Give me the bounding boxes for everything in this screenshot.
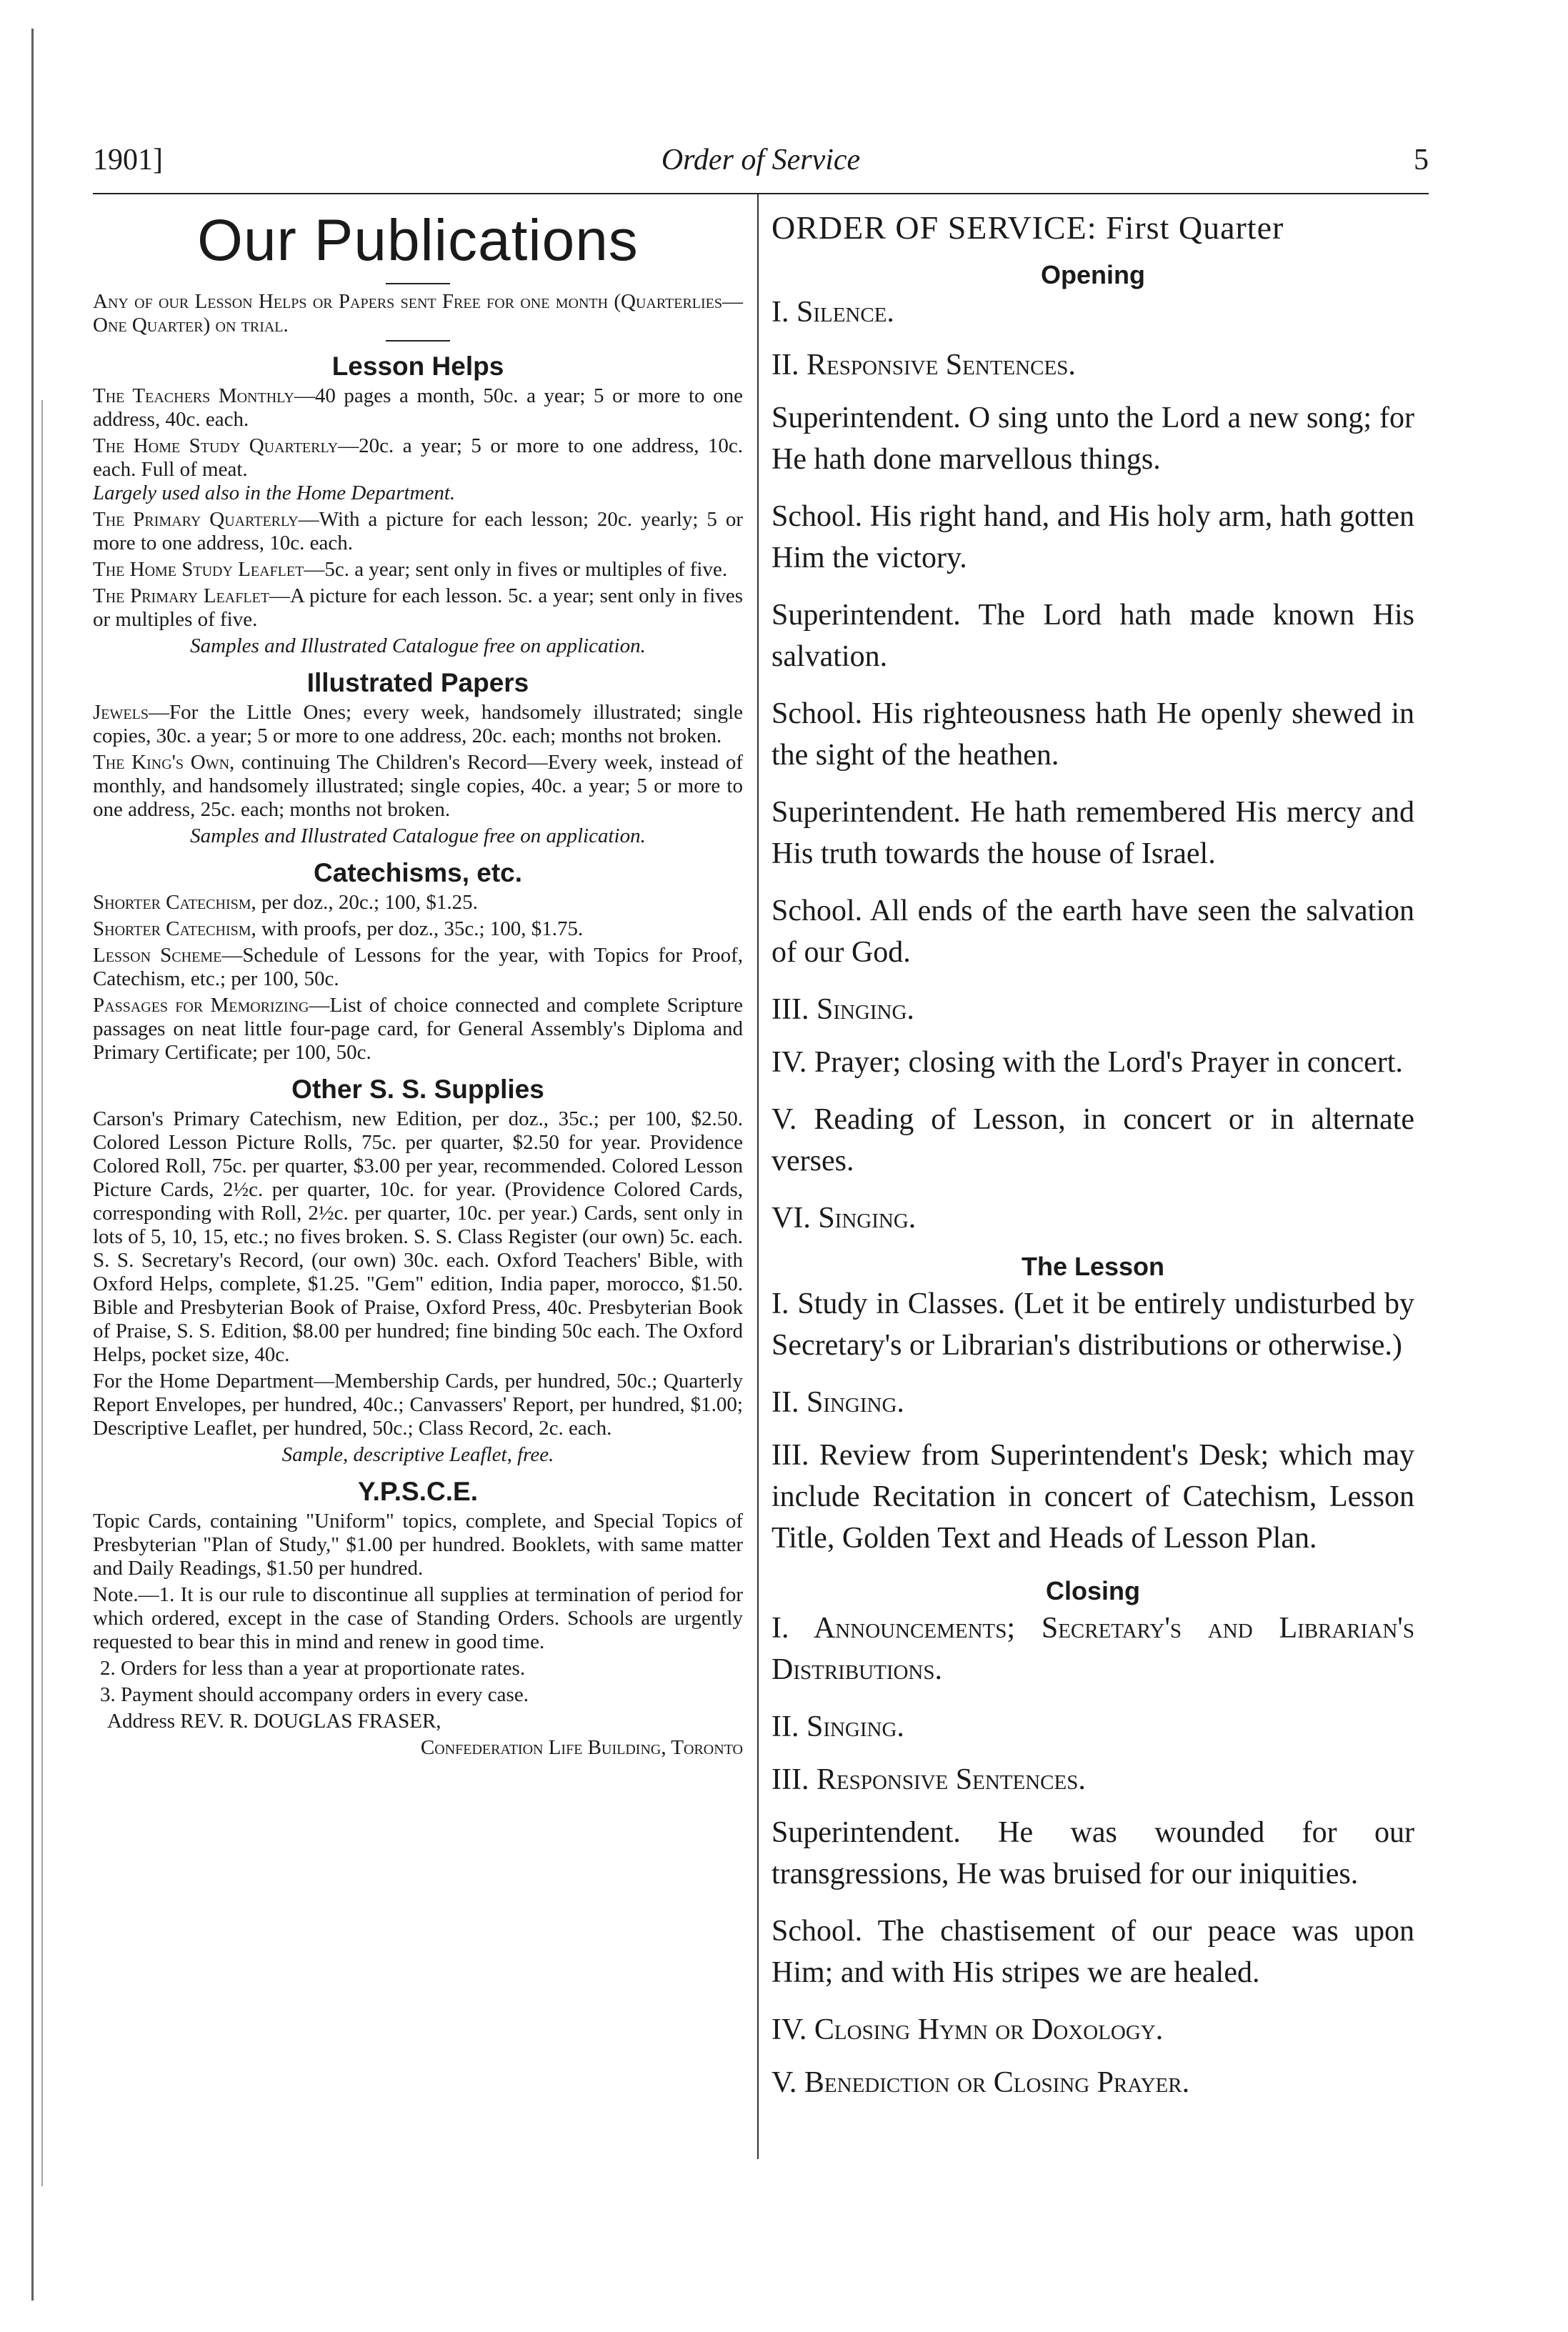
list-item <box>93 558 743 582</box>
paragraph: Carson's Primary Catechism, new Edition, per doz., 35c.; per 100, $2.50. Colored Lesson Picture Rolls, 75c. per quarter, $2.50 for year. Providence Colored Roll, 75c. per quarter, $3.00 per year, recommended. Colored Lesson Picture Cards, 2½c. per quarter, 10c. for year. (Providence Colored Cards, corresponding with Roll, 2½c. per quarter, 10c. per year.) Cards, sent only in lots of 5, 10, 15, etc.; no fives broken. S. S. Class Register (our own) 5c. each. S. S. Secretary's Record, (our own) 30c. each. Oxford Teachers' Bible, with Oxford Helps, complete, $1.25. "Gem" edition, India paper, morocco, $1.50. Bible and Presbyterian Book of Praise, Oxford Press, 40c. Presbyterian Book of Praise, S. S. Edition, $8.00 per hundred; fine binding 50c each. The Oxford Helps, pocket size, 40c. <box>93 1107 743 1366</box>
binding-edge-line <box>31 29 34 2301</box>
list-item <box>93 584 743 632</box>
illustrated-papers-list <box>93 701 743 822</box>
item-name: The Home Study Quarterly <box>93 434 339 457</box>
opening-line: Superintendent. The Lord hath made known His salvation. <box>771 599 1414 673</box>
item-name: Jewels <box>93 701 149 724</box>
closing-line: IV. Closing Hymn or Doxology. <box>771 2013 1164 2046</box>
closing-line: Superintendent. He was wounded for our transgressions, He was bruised for our iniquities. <box>771 1816 1414 1890</box>
catechisms-heading: Catechisms, etc. <box>313 858 523 887</box>
lesson-helps-note: Samples and Illustrated Catalogue free on application. <box>190 634 646 657</box>
list-item <box>93 751 743 822</box>
item-text: , continuing The Children's Record—Every week, instead of monthly, and handsomely illustrated; single copies, 40c. a year; 5 or more to one address, 25c. each; months not broken. <box>93 751 744 821</box>
lesson-heading: The Lesson <box>1021 1252 1165 1281</box>
lesson-helps-heading: Lesson Helps <box>331 352 504 381</box>
paragraph: Topic Cards, containing "Uniform" topics, complete, and Special Topics of Presbyterian "Plan of Study," $1.00 per hundred. Booklets, with same matter and Daily Readings, $1.50 per hundred. <box>93 1510 743 1580</box>
item-name: The Home Study Leaflet <box>93 558 304 581</box>
binding-edge-line-inner <box>41 400 43 2186</box>
list-item <box>93 434 743 482</box>
list-item <box>93 384 743 432</box>
list-item <box>93 482 743 505</box>
item-text: —For the Little Ones; every week, handsomely illustrated; single copies, 30c. a year; 5 or more to one address, 20c. each; months not broken. <box>93 701 743 747</box>
opening-line: III. Singing. <box>771 993 914 1026</box>
lesson-line: I. Study in Classes. (Let it be entirely undisturbed by Secretary's or Librarian's distributions or otherwise.) <box>771 1287 1414 1362</box>
item-text: —5c. a year; sent only in fives or multiples of five. <box>304 558 728 581</box>
paragraph: For the Home Department—Membership Cards, per hundred, 50c.; Quarterly Report Envelopes, per hundred, 40c.; Canvassers' Report, per hundred, $1.00; Descriptive Leaflet, per hundred, 50c.; Class Record, 2c. each. <box>93 1370 743 1440</box>
publications-intro: Any of our Lesson Helps or Papers sent Free for one month (Quarterlies—One Quarter) on trial. <box>93 290 743 337</box>
opening-line: VI. Singing. <box>771 1202 917 1235</box>
header-page-number: 5 <box>1414 144 1429 176</box>
list-item <box>93 891 743 915</box>
list-item <box>93 994 743 1065</box>
lesson-line: III. Review from Superintendent's Desk; which may include Recitation in concert of Catechism, Lesson Title, Golden Text and Heads of Lesson Plan. <box>771 1439 1414 1555</box>
closing-line: V. Benediction or Closing Prayer. <box>771 2066 1190 2099</box>
ypsce-heading: Y.P.S.C.E. <box>358 1477 478 1506</box>
opening-line: V. Reading of Lesson, in concert or in alternate verses. <box>771 1103 1414 1177</box>
other-supplies-heading: Other S. S. Supplies <box>291 1075 544 1104</box>
opening-line: II. Responsive Sentences. <box>771 349 1076 382</box>
closing-line: School. The chastisement of our peace was upon Him; and with His stripes we are healed. <box>771 1915 1414 1989</box>
title-rule <box>386 283 450 284</box>
item-text: —40 pages a month, 50c. a year; 5 or more to one address, 40c. each. <box>93 384 743 431</box>
paragraph: Note.—1. It is our rule to discontinue all supplies at termination of period for which ordered, except in the case of Standing Orders. Schools are urgently requested to bear this in mind and renew in good time. <box>93 1583 743 1653</box>
item-text: , with proofs, per doz., 35c.; 100, $1.75. <box>251 917 584 940</box>
closing-line: I. Announcements; Secretary's and Librarian's Distributions. <box>771 1612 1414 1686</box>
item-text: —20c. a year; 5 or more to one address, 10c. each. Full of meat. <box>93 434 743 481</box>
other-supplies-note: Sample, descriptive Leaflet, free. <box>281 1443 554 1466</box>
order-of-service-title: ORDER OF SERVICE: First Quarter <box>771 209 1284 246</box>
publications-title: Our Publications <box>197 208 639 273</box>
header-title: Order of Service <box>661 144 861 176</box>
list-item <box>93 508 743 555</box>
item-name: Lesson Scheme <box>93 944 222 967</box>
publications-column <box>93 200 743 1763</box>
illustrated-papers-note: Samples and Illustrated Catalogue free on application. <box>190 824 646 847</box>
order-of-service-column <box>771 207 1414 2115</box>
opening-line: Superintendent. O sing unto the Lord a new song; for He hath done marvellous things. <box>771 402 1414 476</box>
other-supplies-text <box>93 1107 743 1440</box>
item-name: The Teachers Monthly <box>93 384 294 407</box>
catechisms-list <box>93 891 743 1065</box>
item-text: —List of choice connected and complete Scripture passages on neat little four-page card, for General Assembly's Diploma and Primary Certificate; per 100, 50c. <box>93 994 743 1064</box>
closing-line: II. Singing. <box>771 1710 904 1743</box>
header-rule <box>93 193 1429 194</box>
column-divider <box>757 194 759 2159</box>
illustrated-papers-heading: Illustrated Papers <box>306 668 529 697</box>
item-name: Shorter Catechism <box>93 917 251 940</box>
item-text: —A picture for each lesson. 5c. a year; sent only in fives or multiples of five. <box>93 584 743 631</box>
opening-line: School. All ends of the earth have seen the salvation of our God. <box>771 895 1414 969</box>
address-line: Address REV. R. DOUGLAS FRASER, <box>107 1710 441 1733</box>
list-item <box>93 701 743 748</box>
paragraph: 2. Orders for less than a year at proportionate rates. <box>100 1657 526 1680</box>
item-text: —Schedule of Lessons for the year, with Topics for Proof, Catechism, etc.; per 100, 50c. <box>93 944 744 990</box>
address-line: Confederation Life Building, Toronto <box>420 1736 743 1759</box>
item-text: , per doz., 20c.; 100, $1.25. <box>251 891 478 914</box>
item-text: Largely used also in the Home Department. <box>93 482 456 504</box>
lesson-helps-list <box>93 384 743 632</box>
opening-heading: Opening <box>1041 260 1145 289</box>
intro-rule <box>386 340 450 342</box>
item-name: The Primary Quarterly <box>93 508 299 531</box>
opening-line: Superintendent. He hath remembered His mercy and His truth towards the house of Israel. <box>771 796 1414 870</box>
item-name: Passages for Memorizing <box>93 994 309 1017</box>
opening-line: IV. Prayer; closing with the Lord's Prayer in concert. <box>771 1046 1403 1079</box>
item-name: The Primary Leaflet <box>93 584 269 607</box>
lesson-line: II. Singing. <box>771 1386 904 1419</box>
paragraph: 3. Payment should accompany orders in every case. <box>100 1683 529 1706</box>
opening-line: School. His righteousness hath He openly shewed in the sight of the heathen. <box>771 697 1414 772</box>
closing-heading: Closing <box>1046 1576 1140 1605</box>
opening-line: School. His right hand, and His holy arm, hath gotten Him the victory. <box>771 500 1414 574</box>
opening-line: I. Silence. <box>771 296 894 329</box>
ypsce-text <box>93 1510 743 1760</box>
item-name: The King's Own <box>93 751 230 774</box>
item-text: —With a picture for each lesson; 20c. yearly; 5 or more to one address, 10c. each. <box>93 508 743 554</box>
list-item <box>93 944 743 991</box>
running-header <box>93 143 1429 186</box>
header-year: 1901] <box>93 144 163 176</box>
closing-line: III. Responsive Sentences. <box>771 1763 1086 1796</box>
item-name: Shorter Catechism <box>93 891 251 914</box>
list-item <box>93 917 743 941</box>
